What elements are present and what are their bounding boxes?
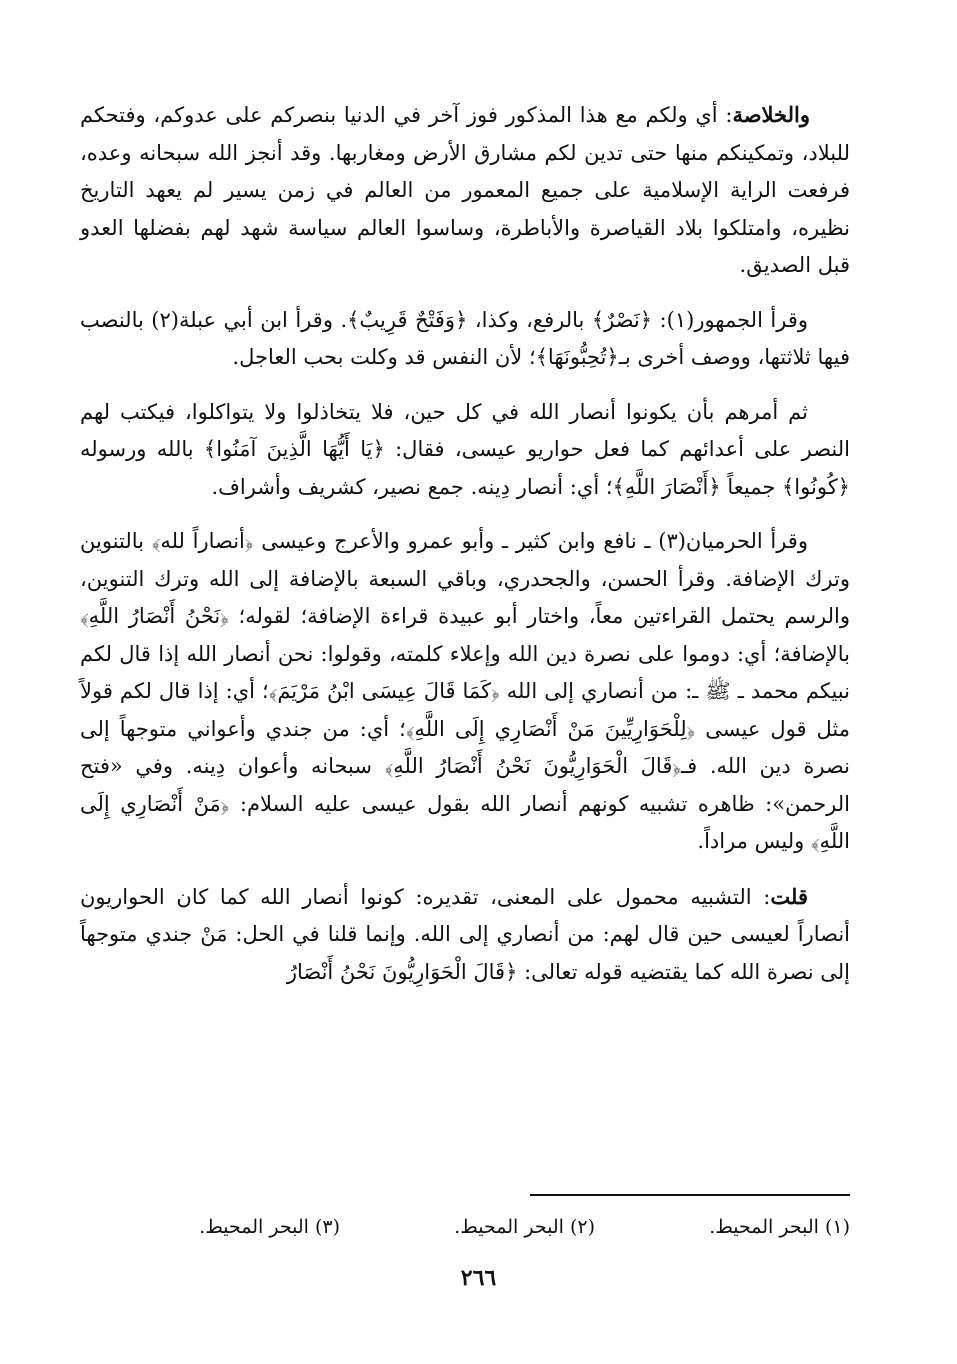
page-body — [80, 96, 850, 1008]
paragraph-readings-2 — [80, 523, 850, 861]
paragraph-text: وقرأ الحرميان(٣) ـ نافع وابن كثير ـ وأبو عمرو والأعرج وعيسى ﴿أنصاراً لله﴾ بالتنوين وترك الإضافة. وقرأ الحسن، والجحدري، وباقي السبعة بالإضافة إلى الله وترك التنوين، والرسم يحتمل القراءتين معاً، واختار أبو عبيدة قراءة الإضافة؛ لقوله؛ ﴿نَحْنُ أَنْصَارُ اللَّهِ﴾ بالإضافة؛ أي: دوموا على نصرة دين الله وإعلاء كلمته، وقولوا: نحن أنصار الله إذا قال لكم نبيكم محمد ـ ﷺ ـ: من أنصاري إلى الله ﴿كَمَا قَالَ عِيسَى ابْنُ مَرْيَمَ﴾؛ أي: إذا قال لكم قولاً مثل قول عيسى ﴿لِلْحَوَارِيِّينَ مَنْ أَنْصَارِي إِلَى اللَّهِ﴾؛ أي: من جندي وأعواني متوجهاً إلى نصرة دين الله. فـ﴿قَالَ الْحَوَارِيُّونَ نَحْنُ أَنْصَارُ اللَّهِ﴾ سبحانه وأعوان دِينه. وفي «فتح الرحمن»: ظاهره تشبيه كونهم أنصار الله بقول عيسى عليه السلام: ﴿مَنْ أَنْصَارِي إِلَى اللَّهِ﴾ وليس مراداً. — [80, 529, 850, 853]
paragraph-text: وقرأ الجمهور(١): ﴿نَصْرٌ﴾ بالرفع، وكذا، ﴿وَفَتْحٌ قَرِيبٌ﴾. وقرأ ابن أبي عبلة(٢) بالنصب فيها ثلاثتها، ووصف أخرى بـ﴿تُحِبُّونَهَا﴾؛ لأن النفس قد وكلت بحب العاجل. — [80, 307, 850, 369]
paragraph-summary — [80, 96, 850, 285]
paragraph-text: : أي ولكم مع هذا المذكور فوز آخر في الدنيا بنصركم على عدوكم، وفتحكم للبلاد، وتمكينكم منها حتى تدين لكم مشارق الأرض ومغاربها. وقد أنجز الله سبحانه وعده، فرفعت الراية الإسلامية على جميع المعمور من العالم في زمن يسير لم يعهد التاريخ نظيره، وامتلكوا بلاد القياصرة والأباطرة، وساسوا العالم سياسة شهد لهم بفضلها العدو قبل الصديق. — [80, 103, 850, 277]
footnotes — [80, 1212, 850, 1242]
paragraph-command — [80, 394, 850, 507]
footnote-3: (٣) البحر المحيط. — [199, 1216, 340, 1238]
paragraph-text: ثم أمرهم بأن يكونوا أنصار الله في كل حين، فلا يتخاذلوا ولا يتواكلوا، فيكتب لهم النصر على أعدائهم كما فعل حواريو عيسى، فقال: ﴿يَا أَيُّهَا الَّذِينَ آمَنُوا﴾ بالله ورسوله ﴿كُونُوا﴾ جميعاً ﴿أَنْصَارَ اللَّهِ﴾؛ أي: أنصار دِينه. جمع نصير، كشريف وأشراف. — [80, 399, 850, 499]
paragraph-note — [80, 878, 850, 992]
paragraph-lead-word: والخلاصة — [732, 102, 810, 127]
footnote-divider — [530, 1194, 850, 1196]
footnote-2: (٢) البحر المحيط. — [454, 1216, 595, 1238]
paragraph-readings-1 — [80, 302, 850, 377]
page-number: ٢٦٦ — [460, 1265, 497, 1291]
footnote-1: (١) البحر المحيط. — [709, 1216, 850, 1238]
paragraph-text: : التشبيه محمول على المعنى، تقديره: كونوا أنصار الله كما كان الحواريون أنصاراً لعيسى حين قال لهم: من أنصاري إلى الله. وإنما قلنا في الحل: مَنْ جندي متوجهاً إلى نصرة الله كما يقتضيه قوله تعالى: ﴿قَالَ الْحَوَارِيُّونَ نَحْنُ أَنْصَارُ — [80, 884, 850, 984]
paragraph-lead-word: قلت — [770, 883, 808, 909]
